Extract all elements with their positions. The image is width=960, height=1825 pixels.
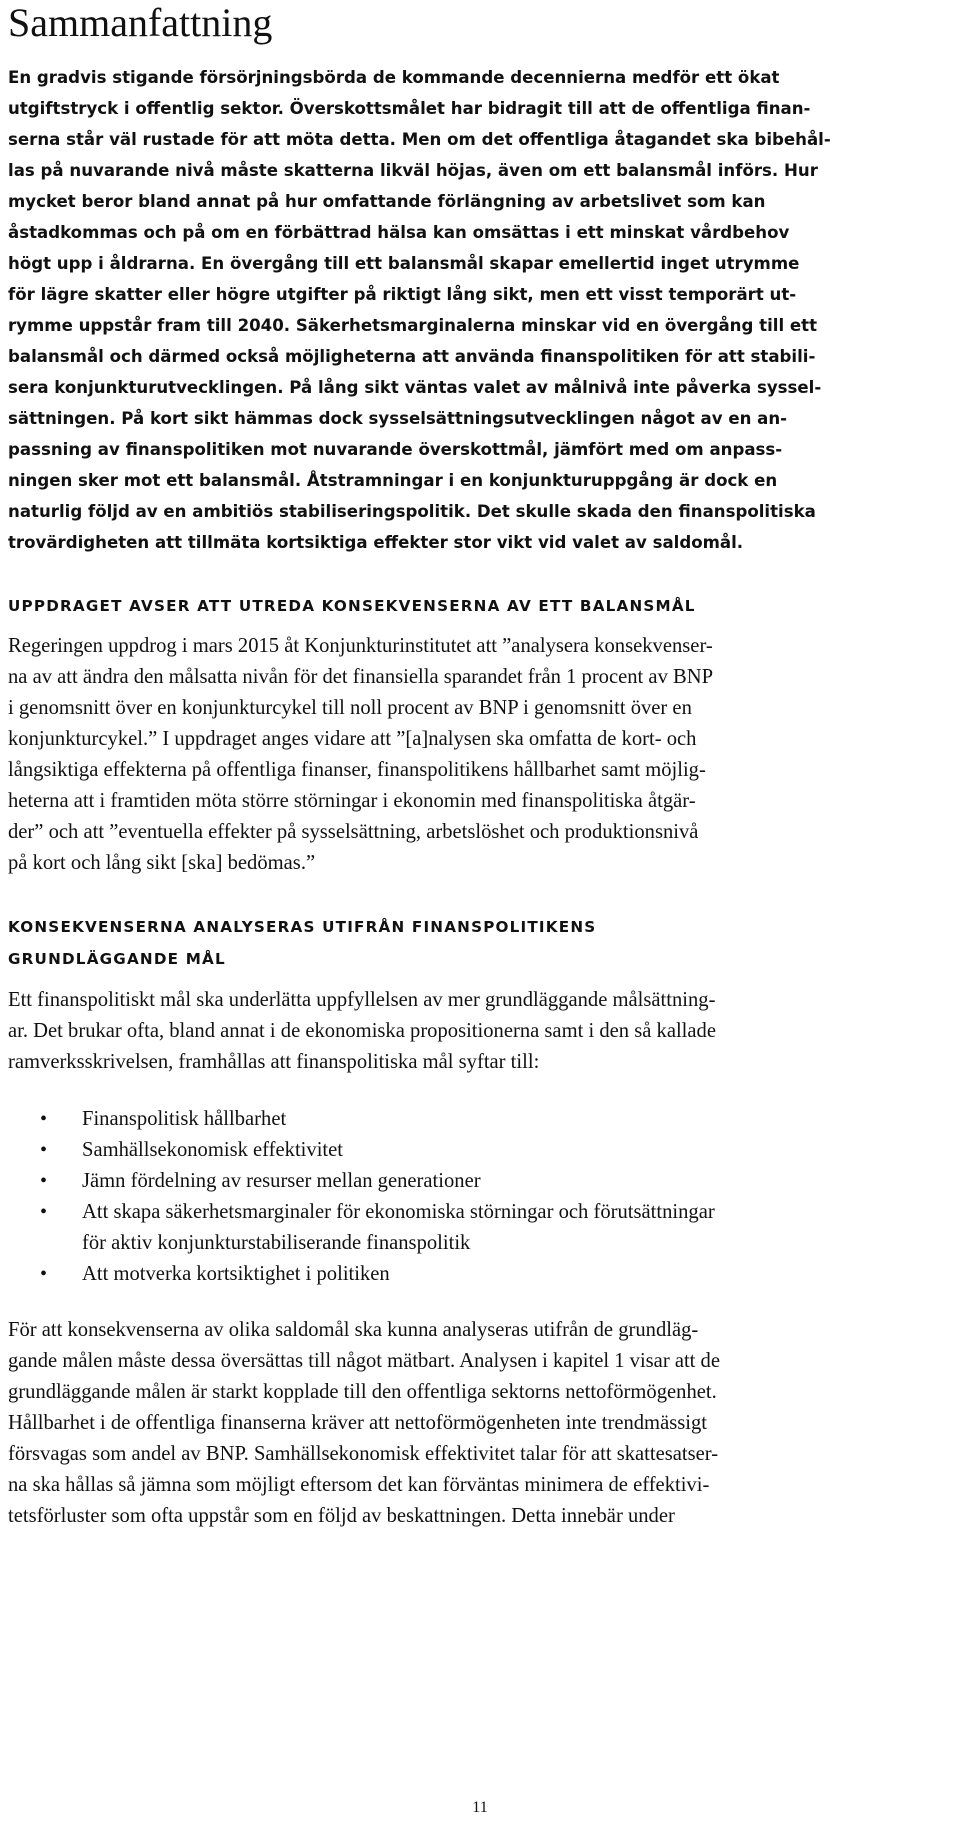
summary-line: för lägre skatter eller högre utgifter på riktigt lång sikt, men ett visst temporärt ut- (8, 285, 797, 304)
bullet-icon: • (40, 1170, 48, 1192)
summary-line: passning av finanspolitiken mot nuvarande överskottmål, jämfört med om anpass- (8, 440, 783, 459)
body-line: på kort och lång sikt [ska] bedömas.” (8, 852, 316, 874)
body-line: långsiktiga effekterna på offentliga finanser, finanspolitikens hållbarhet samt möjlig- (8, 759, 706, 781)
body-line: gande målen måste dessa översättas till något mätbart. Analysen i kapitel 1 visar att de (8, 1350, 720, 1372)
body-line: na ska hållas så jämna som möjligt eftersom det kan förväntas minimera de effektivi- (8, 1474, 710, 1496)
summary-line: utgiftstryck i offentlig sektor. Överskottsmålet har bidragit till att de offentliga finan- (8, 99, 811, 118)
body-line: grundläggande målen är starkt kopplade till den offentliga sektorns nettoförmögenhet. (8, 1381, 717, 1403)
bullet-icon: • (40, 1139, 48, 1161)
summary-line: högt upp i åldrarna. En övergång till ett balansmål skapar emellertid inget utrymme (8, 254, 800, 273)
body-line: heterna att i framtiden möta större störningar i ekonomin med finanspolitiska åtgär- (8, 790, 696, 812)
body-line: ramverksskrivelsen, framhållas att finanspolitiska mål syftar till: (8, 1051, 540, 1073)
summary-line: balansmål och därmed också möjligheterna att använda finanspolitiken för att stabili- (8, 347, 816, 366)
body-line: tetsförluster som ofta uppstår som en följd av beskattningen. Detta innebär under (8, 1505, 675, 1527)
section-heading-line: KONSEKVENSERNA ANALYSERAS UTIFRÅN FINANSPOLITIKENS (8, 918, 597, 936)
summary-line: las på nuvarande nivå måste skatterna likväl höjas, även om ett balansmål införs. Hur (8, 161, 818, 180)
body-line: konjunkturcykel.” I uppdraget anges vidare att ”[a]nalysen ska omfatta de kort- och (8, 728, 697, 750)
summary-line: mycket beror bland annat på hur omfattande förlängning av arbetslivet som kan (8, 192, 766, 211)
body-line: ar. Det brukar ofta, bland annat i de ekonomiska propositionerna samt i den så kallade (8, 1020, 716, 1042)
body-line: För att konsekvenserna av olika saldomål ska kunna analyseras utifrån de grundläg- (8, 1319, 699, 1341)
bullet-icon: • (40, 1201, 48, 1223)
section-heading-uppdraget: UPPDRAGET AVSER ATT UTREDA KONSEKVENSERNA AV ETT BALANSMÅL (8, 597, 696, 615)
list-item: Jämn fördelning av resurser mellan generationer (82, 1170, 481, 1192)
body-line: Hållbarhet i de offentliga finanserna kräver att nettoförmögenheten inte trendmässigt (8, 1412, 707, 1434)
bullet-icon: • (40, 1108, 48, 1130)
summary-line: trovärdigheten att tillmäta kortsiktiga effekter stor vikt vid valet av saldomål. (8, 533, 744, 552)
summary-line: rymme uppstår fram till 2040. Säkerhetsmarginalerna minskar vid en övergång till ett (8, 316, 818, 335)
page-title: Sammanfattning (8, 0, 273, 45)
list-item-continuation: för aktiv konjunkturstabiliserande finanspolitik (82, 1232, 471, 1254)
body-line: Ett finanspolitiskt mål ska underlätta uppfyllelsen av mer grundläggande målsättning- (8, 989, 716, 1011)
list-item: Att motverka kortsiktighet i politiken (82, 1263, 390, 1285)
list-item: Samhällsekonomisk effektivitet (82, 1139, 344, 1161)
list-item: Finanspolitisk hållbarhet (82, 1108, 287, 1130)
summary-line: sättningen. På kort sikt hämmas dock sysselsättningsutvecklingen något av en an- (8, 409, 788, 428)
summary-line: ningen sker mot ett balansmål. Åtstramningar i en konjunkturuppgång är dock en (8, 471, 778, 490)
section-heading-line: GRUNDLÄGGANDE MÅL (8, 950, 226, 968)
summary-line: sera konjunkturutvecklingen. På lång sikt väntas valet av målnivå inte påverka syssel- (8, 378, 822, 397)
list-item: Att skapa säkerhetsmarginaler för ekonomiska störningar och förutsättningar (82, 1201, 715, 1223)
summary-line: serna står väl rustade för att möta detta. Men om det offentliga åtagandet ska bibehål- (8, 130, 831, 149)
body-line: försvagas som andel av BNP. Samhällsekonomisk effektivitet talar för att skattesatser- (8, 1443, 719, 1465)
bullet-icon: • (40, 1263, 48, 1285)
summary-line: En gradvis stigande försörjningsbörda de kommande decennierna medför ett ökat (8, 68, 780, 87)
body-line: Regeringen uppdrog i mars 2015 åt Konjunkturinstitutet att ”analysera konsekvenser- (8, 635, 713, 657)
body-line: na av att ändra den målsatta nivån för det finansiella sparandet från 1 procent av BNP (8, 666, 714, 688)
summary-line: naturlig följd av en ambitiös stabiliseringspolitik. Det skulle skada den finanspolitiska (8, 502, 816, 521)
body-line: i genomsnitt över en konjunkturcykel till noll procent av BNP i genomsnitt över en (8, 697, 692, 719)
page-number: 11 (472, 1799, 488, 1816)
body-line: der” och att ”eventuella effekter på sysselsättning, arbetslöshet och produktionsnivå (8, 821, 699, 843)
summary-line: åstadkommas och på om en förbättrad hälsa kan omsättas i ett minskat vårdbehov (8, 223, 790, 242)
